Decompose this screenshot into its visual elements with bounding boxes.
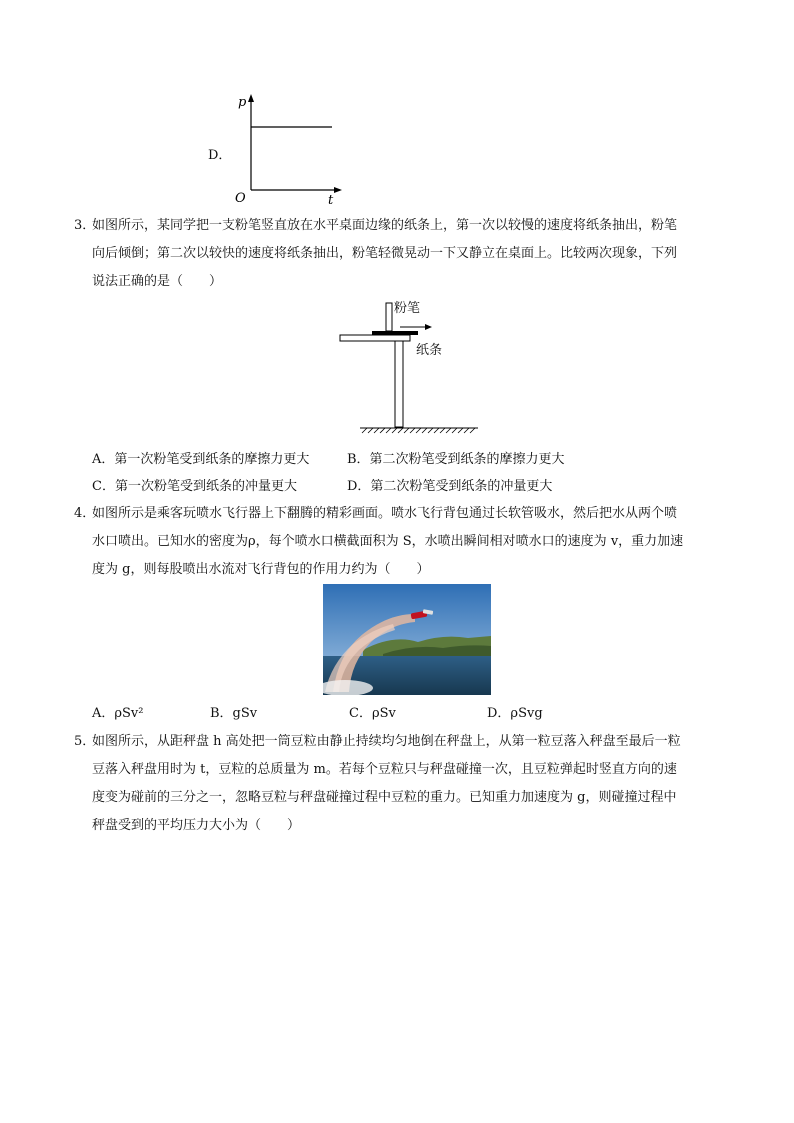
- x-axis-arrow: [334, 187, 342, 193]
- table-top: [340, 335, 410, 341]
- paper-label: 纸条: [416, 343, 443, 358]
- q4-line-3: 度为 g，则每股喷出水流对飞行背包的作用力约为（ ）: [92, 562, 430, 577]
- pull-arrow-icon: [425, 324, 432, 330]
- x-axis-label: t: [328, 193, 334, 205]
- q3-number: 3．: [74, 218, 96, 233]
- paper-strip: [372, 331, 418, 335]
- jetpack-photo-illustration: [323, 584, 491, 695]
- q3-figure: [330, 295, 490, 440]
- q4-line-1: 如图所示是乘客玩喷水飞行器上下翻腾的精彩画面。喷水飞行背包通过长软管吸水，然后把水从两个喷: [92, 506, 678, 521]
- q4-option-a: A．ρSv²: [92, 706, 144, 721]
- y-axis-label: p: [238, 95, 247, 110]
- q4-option-c: C．ρSv: [349, 706, 396, 721]
- q3-line-1: 如图所示，某同学把一支粉笔竖直放在水平桌面边缘的纸条上，第一次以较慢的速度将纸条抽出，粉笔: [92, 218, 678, 233]
- q3-line-2: 向后倾倒；第二次以较快的速度将纸条抽出，粉笔轻微晃动一下又静立在桌面上。比较两次现象，下列: [92, 246, 678, 261]
- chalk: [386, 303, 392, 331]
- q4-option-d: D．ρSvg: [487, 706, 543, 721]
- q3-option-d: D．第二次粉笔受到纸条的冲量更大: [347, 479, 553, 494]
- q3-option-c: C．第一次粉笔受到纸条的冲量更大: [92, 479, 297, 494]
- table-leg: [395, 341, 403, 427]
- option-d-label: D．: [208, 148, 232, 163]
- q4-number: 4．: [74, 506, 96, 521]
- q4-photo: [323, 584, 491, 695]
- q5-line-1: 如图所示，从距秤盘 h 高处把一筒豆粒由静止持续均匀地倒在秤盘上，从第一粒豆落入秤盘至最后一粒: [92, 734, 681, 749]
- p-t-graph: [200, 90, 350, 205]
- table-chalk-diagram: [330, 295, 490, 440]
- q3-option-a: A．第一次粉笔受到纸条的摩擦力更大: [92, 452, 310, 467]
- q5-line-3: 度变为碰前的三分之一，忽略豆粒与秤盘碰撞过程中豆粒的重力。已知重力加速度为 g，则碰撞过程中: [92, 790, 677, 805]
- y-axis-arrow: [248, 94, 254, 102]
- q4-option-b: B．gSv: [210, 706, 258, 721]
- chalk-label: 粉笔: [394, 301, 421, 316]
- q3-line-3: 说法正确的是（ ）: [92, 274, 223, 289]
- origin-label: O: [235, 191, 246, 205]
- q5-line-2: 豆落入秤盘用时为 t，豆粒的总质量为 m。若每个豆粒只与秤盘碰撞一次，且豆粒弹起时竖直方向的速: [92, 762, 677, 777]
- q3-option-b: B．第二次粉笔受到纸条的摩擦力更大: [347, 452, 565, 467]
- option-d-graph: [200, 90, 350, 205]
- q5-line-4: 秤盘受到的平均压力大小为（ ）: [92, 818, 301, 833]
- q5-number: 5．: [74, 734, 96, 749]
- q4-line-2: 水口喷出。已知水的密度为ρ，每个喷水口横截面积为 S，水喷出瞬间相对喷水口的速度为 v，重力加速: [92, 534, 684, 549]
- ground-hatch: [362, 428, 475, 433]
